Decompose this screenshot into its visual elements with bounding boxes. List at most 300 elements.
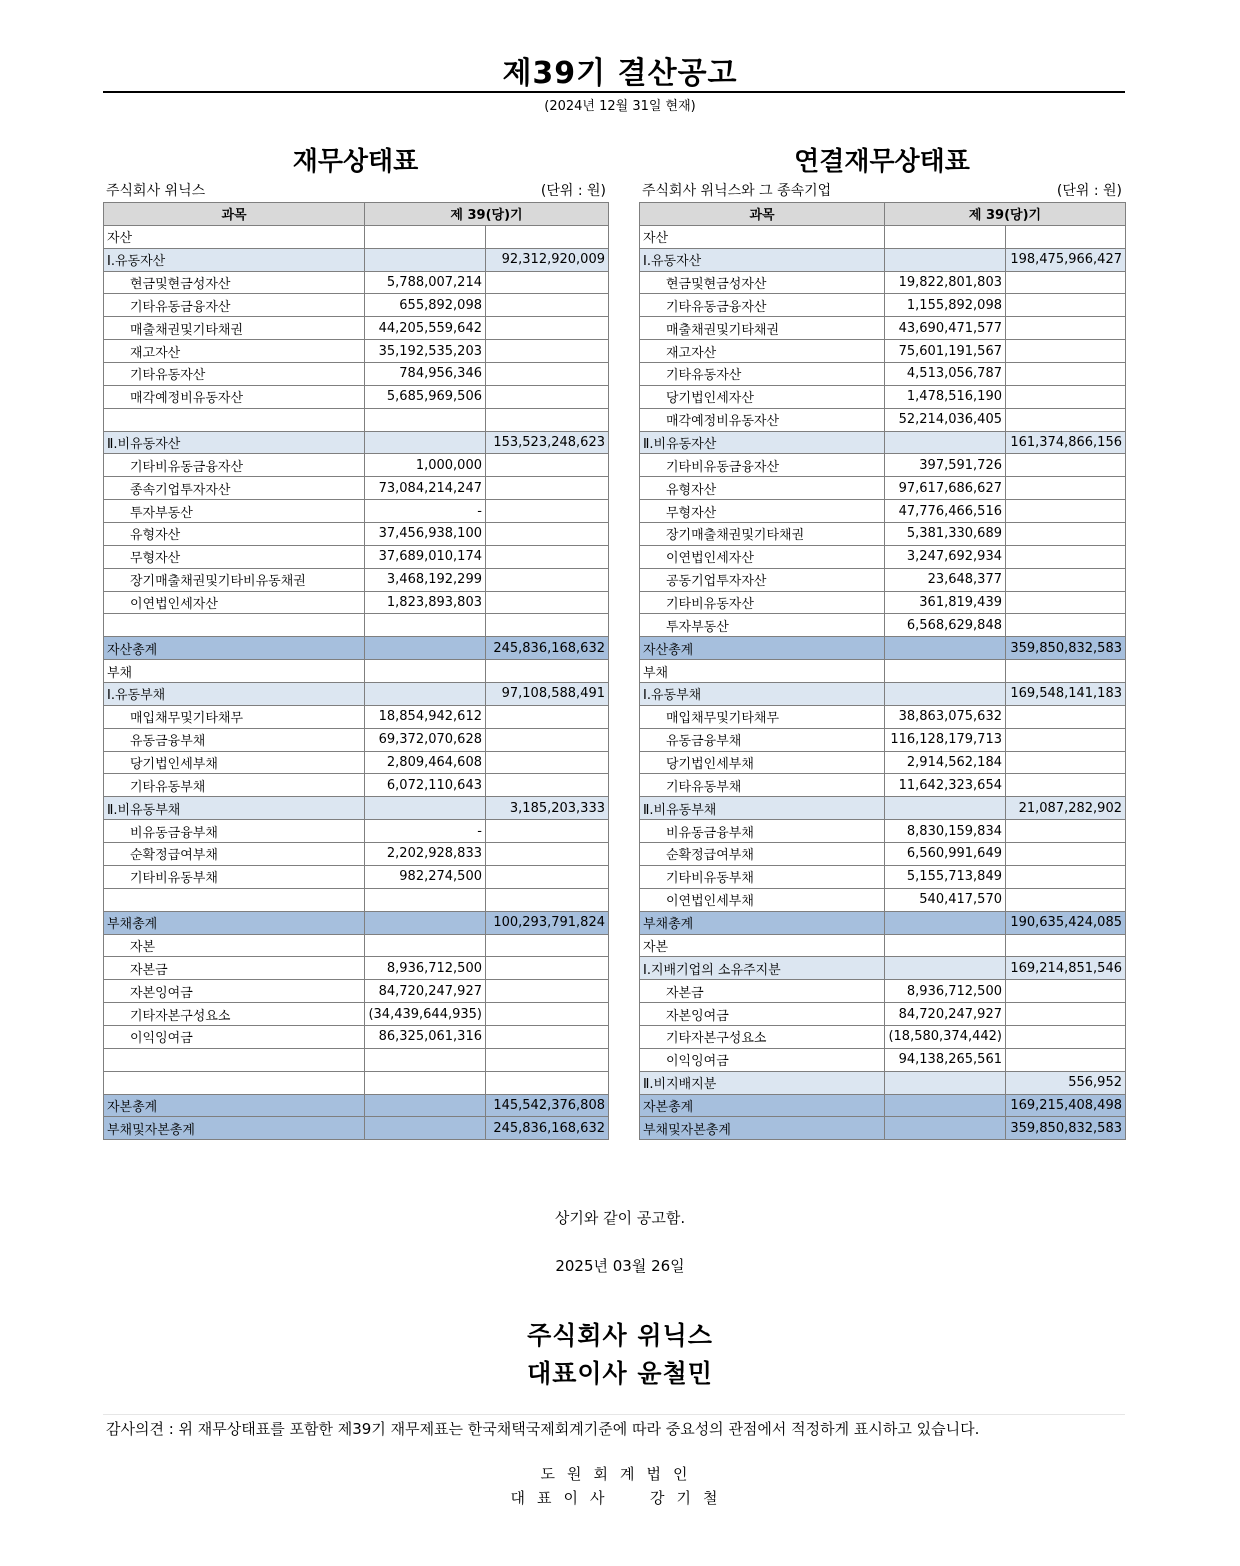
detail-amount [365, 1094, 486, 1117]
subtotal-amount [1006, 774, 1126, 797]
subtotal-amount [486, 477, 609, 500]
account-label: 기타유동부채 [104, 774, 365, 797]
account-label: 종속기업투자자산 [104, 477, 365, 500]
table-row [104, 934, 609, 957]
section-row [640, 797, 1126, 820]
detail-amount: 47,776,466,516 [885, 500, 1006, 523]
detail-amount [885, 797, 1006, 820]
subtotal-amount [1006, 820, 1126, 843]
table-row [640, 1025, 1126, 1048]
table-row [640, 1048, 1126, 1071]
detail-amount: (18,580,374,442) [885, 1025, 1006, 1048]
subtotal-amount [486, 865, 609, 888]
table-row [640, 271, 1126, 294]
detail-amount [885, 934, 1006, 957]
subtotal-amount [486, 340, 609, 363]
subtotal-amount [1006, 865, 1126, 888]
table-row [104, 477, 609, 500]
notice-text: 상기와 같이 공고함. [554, 1209, 686, 1227]
table-row [640, 660, 1126, 683]
subtotal-amount [486, 385, 609, 408]
audit-opinion: 감사의견 : 위 재무상태표를 포함한 제39기 재무제표는 한국채택국제회계기준에 따라 중요성의 관점에서 적정하게 표시하고 있습니다. [106, 1420, 980, 1438]
detail-amount: 5,685,969,506 [365, 385, 486, 408]
detail-amount: 8,936,712,500 [885, 980, 1006, 1003]
subtotal-amount [486, 1025, 609, 1048]
separate-statement-title: 재무상태표 [292, 147, 419, 177]
total-row [104, 637, 609, 660]
detail-amount: (34,439,644,935) [365, 1003, 486, 1026]
total-row [640, 1094, 1126, 1117]
subtotal-amount [486, 957, 609, 980]
table-row [640, 363, 1126, 386]
subtotal-amount: 169,548,141,183 [1006, 683, 1126, 706]
table-row [640, 934, 1126, 957]
signatory-company: 주식회사 위닉스 [527, 1321, 713, 1350]
detail-amount: 94,138,265,561 [885, 1048, 1006, 1071]
account-label: 당기법인세부채 [104, 751, 365, 774]
title-divider [103, 91, 1125, 93]
detail-amount: 11,642,323,654 [885, 774, 1006, 797]
subtotal-amount [486, 660, 609, 683]
table-row [104, 568, 609, 591]
detail-amount [365, 911, 486, 934]
detail-amount [885, 225, 1006, 248]
subtotal-amount: 169,214,851,546 [1006, 957, 1126, 980]
subtotal-amount [486, 705, 609, 728]
table-row [104, 660, 609, 683]
column-header-account: 과목 [104, 203, 365, 226]
detail-amount: 23,648,377 [885, 568, 1006, 591]
table-row [104, 1071, 609, 1094]
subtotal-amount [486, 363, 609, 386]
detail-amount [885, 957, 1006, 980]
account-label: 현금및현금성자산 [104, 271, 365, 294]
section-row [640, 248, 1126, 271]
section-row [104, 248, 609, 271]
detail-amount: 8,830,159,834 [885, 820, 1006, 843]
account-label: 무형자산 [640, 500, 885, 523]
separate-balance-sheet [103, 202, 609, 1140]
account-label: 기타유동자산 [640, 363, 885, 386]
detail-amount: 97,617,686,627 [885, 477, 1006, 500]
subtotal-amount [486, 294, 609, 317]
account-label [104, 1071, 365, 1094]
table-row [104, 843, 609, 866]
account-label: 유형자산 [640, 477, 885, 500]
subtotal-amount [1006, 1003, 1126, 1026]
subtotal-amount [1006, 363, 1126, 386]
account-label [104, 408, 365, 431]
detail-amount: 38,863,075,632 [885, 705, 1006, 728]
subtotal-amount [486, 454, 609, 477]
subtotal-amount [1006, 888, 1126, 911]
account-label: 순확정급여부채 [640, 843, 885, 866]
table-row [104, 340, 609, 363]
table-row [104, 385, 609, 408]
account-label: 기타유동자산 [104, 363, 365, 386]
detail-amount [885, 660, 1006, 683]
subtotal-amount [1006, 728, 1126, 751]
account-label: 순확정급여부채 [104, 843, 365, 866]
column-header-period: 제 39(당)기 [885, 203, 1126, 226]
account-label: 부채총계 [640, 911, 885, 934]
detail-amount [885, 248, 1006, 271]
detail-amount [365, 248, 486, 271]
detail-amount [365, 225, 486, 248]
subtotal-amount [486, 408, 609, 431]
table-row [104, 820, 609, 843]
account-label: 기타비유동금융자산 [104, 454, 365, 477]
table-row [640, 843, 1126, 866]
total-row [104, 1094, 609, 1117]
account-label: 자본금 [640, 980, 885, 1003]
subtotal-amount [1006, 705, 1126, 728]
subtotal-amount [486, 888, 609, 911]
subtotal-amount [1006, 523, 1126, 546]
detail-amount: 982,274,500 [365, 865, 486, 888]
account-label: Ⅱ.비유동자산 [104, 431, 365, 454]
detail-amount: 18,854,942,612 [365, 705, 486, 728]
account-label: 재고자산 [640, 340, 885, 363]
table-row [104, 545, 609, 568]
detail-amount [365, 1048, 486, 1071]
subtotal-amount: 97,108,588,491 [486, 683, 609, 706]
subtotal-amount [1006, 477, 1126, 500]
detail-amount [365, 431, 486, 454]
detail-amount [365, 1117, 486, 1140]
account-label: 부채총계 [104, 911, 365, 934]
subtotal-amount [486, 774, 609, 797]
subtotal-amount: 100,293,791,824 [486, 911, 609, 934]
account-label: 자본 [104, 934, 365, 957]
account-label: 이익잉여금 [104, 1025, 365, 1048]
subtotal-amount [486, 980, 609, 1003]
subtotal-amount [1006, 591, 1126, 614]
table-row [640, 523, 1126, 546]
detail-amount: 540,417,570 [885, 888, 1006, 911]
account-label: 자본 [640, 934, 885, 957]
account-label: 당기법인세부채 [640, 751, 885, 774]
detail-amount [885, 1094, 1006, 1117]
detail-amount: 37,456,938,100 [365, 523, 486, 546]
subtotal-amount [486, 1048, 609, 1071]
detail-amount [365, 934, 486, 957]
detail-amount [885, 1071, 1006, 1094]
table-row [640, 614, 1126, 637]
subtotal-amount [1006, 980, 1126, 1003]
consolidated-statement-title: 연결재무상태표 [794, 147, 970, 177]
table-row [104, 728, 609, 751]
detail-amount: 6,568,629,848 [885, 614, 1006, 637]
table-row [640, 545, 1126, 568]
account-label: 투자부동산 [104, 500, 365, 523]
table-row [104, 1003, 609, 1026]
subtotal-amount [486, 820, 609, 843]
total-row [104, 1117, 609, 1140]
subtotal-amount [486, 591, 609, 614]
total-row [640, 1117, 1126, 1140]
detail-amount: 73,084,214,247 [365, 477, 486, 500]
section-row [640, 683, 1126, 706]
account-label: Ⅰ.유동부채 [104, 683, 365, 706]
subtotal-amount [486, 523, 609, 546]
table-row [640, 980, 1126, 1003]
detail-amount [365, 888, 486, 911]
detail-amount: 37,689,010,174 [365, 545, 486, 568]
subtotal-amount [1006, 934, 1126, 957]
detail-amount: 43,690,471,577 [885, 317, 1006, 340]
account-label: 재고자산 [104, 340, 365, 363]
unit-label: (단위 : 원) [1056, 183, 1122, 199]
account-label: 장기매출채권및기타채권 [640, 523, 885, 546]
table-row [104, 705, 609, 728]
detail-amount: 1,000,000 [365, 454, 486, 477]
account-label: 매각예정비유동자산 [104, 385, 365, 408]
account-label: 이연법인세자산 [640, 545, 885, 568]
account-label: 기타비유동금융자산 [640, 454, 885, 477]
detail-amount [365, 683, 486, 706]
account-label: 매입채무및기타채무 [640, 705, 885, 728]
subtotal-amount: 190,635,424,085 [1006, 911, 1126, 934]
detail-amount: 116,128,179,713 [885, 728, 1006, 751]
detail-amount [885, 1117, 1006, 1140]
subtotal-amount: 92,312,920,009 [486, 248, 609, 271]
detail-amount: 361,819,439 [885, 591, 1006, 614]
subtotal-amount [486, 1003, 609, 1026]
subtotal-amount: 153,523,248,623 [486, 431, 609, 454]
account-label: 유형자산 [104, 523, 365, 546]
detail-amount [365, 408, 486, 431]
table-row [104, 614, 609, 637]
account-label: 무형자산 [104, 545, 365, 568]
detail-amount: 1,155,892,098 [885, 294, 1006, 317]
subtotal-amount [1006, 340, 1126, 363]
account-label: 매각예정비유동자산 [640, 408, 885, 431]
subtotal-amount: 245,836,168,632 [486, 1117, 609, 1140]
detail-amount: 2,202,928,833 [365, 843, 486, 866]
company-name: 주식회사 위닉스와 그 종속기업 [642, 183, 832, 199]
detail-amount: 44,205,559,642 [365, 317, 486, 340]
reference-date: (2024년 12월 31일 현재) [544, 99, 696, 114]
subtotal-amount [1006, 271, 1126, 294]
table-row [640, 705, 1126, 728]
subtotal-amount [486, 728, 609, 751]
subtotal-amount [1006, 660, 1126, 683]
detail-amount: 5,788,007,214 [365, 271, 486, 294]
detail-amount: 4,513,056,787 [885, 363, 1006, 386]
subtotal-amount [1006, 545, 1126, 568]
account-label: 장기매출채권및기타비유동채권 [104, 568, 365, 591]
account-label: 자산총계 [104, 637, 365, 660]
detail-amount: - [365, 820, 486, 843]
account-label: 자본잉여금 [640, 1003, 885, 1026]
section-row [104, 683, 609, 706]
account-label: 부채및자본총계 [640, 1117, 885, 1140]
account-label: 비유동금융부채 [104, 820, 365, 843]
consolidated-company-line [642, 180, 1122, 200]
subtotal-amount: 556,952 [1006, 1071, 1126, 1094]
table-row [104, 980, 609, 1003]
section-row [104, 431, 609, 454]
subtotal-amount [1006, 385, 1126, 408]
detail-amount: 6,072,110,643 [365, 774, 486, 797]
detail-amount [365, 660, 486, 683]
subtotal-amount [1006, 317, 1126, 340]
subtotal-amount [486, 1071, 609, 1094]
table-row [104, 774, 609, 797]
subtotal-amount [486, 271, 609, 294]
account-label [104, 614, 365, 637]
account-label [104, 1048, 365, 1071]
subtotal-amount [486, 225, 609, 248]
table-row [640, 317, 1126, 340]
total-row [104, 911, 609, 934]
detail-amount: 84,720,247,927 [885, 1003, 1006, 1026]
table-row [104, 751, 609, 774]
detail-amount: 2,809,464,608 [365, 751, 486, 774]
table-row [104, 865, 609, 888]
detail-amount [365, 614, 486, 637]
subtotal-amount [486, 500, 609, 523]
account-label: 기타자본구성요소 [640, 1025, 885, 1048]
subtotal-amount [486, 614, 609, 637]
subtotal-amount [486, 843, 609, 866]
subtotal-amount [1006, 500, 1126, 523]
detail-amount [365, 1071, 486, 1094]
account-label: Ⅱ.비지배지분 [640, 1071, 885, 1094]
detail-amount [365, 637, 486, 660]
account-label: 자산 [640, 225, 885, 248]
account-label: 비유동금융부채 [640, 820, 885, 843]
detail-amount: 397,591,726 [885, 454, 1006, 477]
account-label: 투자부동산 [640, 614, 885, 637]
subtotal-amount [1006, 225, 1126, 248]
table-row [640, 774, 1126, 797]
table-row [640, 728, 1126, 751]
subtotal-amount [1006, 1048, 1126, 1071]
subtotal-amount: 169,215,408,498 [1006, 1094, 1126, 1117]
table-row [104, 408, 609, 431]
table-row [640, 820, 1126, 843]
table-row [104, 523, 609, 546]
subtotal-amount [486, 317, 609, 340]
account-label: 기타자본구성요소 [104, 1003, 365, 1026]
section-row [640, 431, 1126, 454]
account-label: 자본총계 [104, 1094, 365, 1117]
account-label: 자본총계 [640, 1094, 885, 1117]
subtotal-amount [1006, 294, 1126, 317]
table-row [640, 408, 1126, 431]
detail-amount: 6,560,991,649 [885, 843, 1006, 866]
account-label: 부채및자본총계 [104, 1117, 365, 1140]
detail-amount: 52,214,036,405 [885, 408, 1006, 431]
account-label: 기타비유동부채 [640, 865, 885, 888]
account-label: 기타유동금융자산 [104, 294, 365, 317]
account-label: 매출채권및기타채권 [104, 317, 365, 340]
table-row [104, 225, 609, 248]
account-label: Ⅰ.지배기업의 소유주지분 [640, 957, 885, 980]
account-label: Ⅱ.비유동부채 [104, 797, 365, 820]
detail-amount: 5,155,713,849 [885, 865, 1006, 888]
detail-amount: - [365, 500, 486, 523]
subtotal-amount: 245,836,168,632 [486, 637, 609, 660]
subtotal-amount: 359,850,832,583 [1006, 637, 1126, 660]
detail-amount: 3,247,692,934 [885, 545, 1006, 568]
account-label: 매입채무및기타채무 [104, 705, 365, 728]
table-row [640, 454, 1126, 477]
table-row [640, 568, 1126, 591]
detail-amount: 19,822,801,803 [885, 271, 1006, 294]
auditor-representative: 대표이사 강기철 [510, 1489, 730, 1507]
table-row [104, 454, 609, 477]
account-label: 기타비유동자산 [640, 591, 885, 614]
account-label: Ⅱ.비유동부채 [640, 797, 885, 820]
account-label: 매출채권및기타채권 [640, 317, 885, 340]
subtotal-amount: 21,087,282,902 [1006, 797, 1126, 820]
section-row [640, 1071, 1126, 1094]
account-label [104, 888, 365, 911]
subtotal-amount: 3,185,203,333 [486, 797, 609, 820]
signatory-ceo: 대표이사 윤철민 [527, 1359, 713, 1388]
account-label: 기타유동부채 [640, 774, 885, 797]
table-row [104, 500, 609, 523]
detail-amount [885, 637, 1006, 660]
table-row [104, 294, 609, 317]
account-label: Ⅱ.비유동자산 [640, 431, 885, 454]
account-label: Ⅰ.유동자산 [640, 248, 885, 271]
subtotal-amount [1006, 751, 1126, 774]
unit-label: (단위 : 원) [540, 183, 606, 199]
detail-amount: 3,468,192,299 [365, 568, 486, 591]
account-label: 자본금 [104, 957, 365, 980]
subtotal-amount: 145,542,376,808 [486, 1094, 609, 1117]
subtotal-amount: 161,374,866,156 [1006, 431, 1126, 454]
subtotal-amount [1006, 1025, 1126, 1048]
table-row [640, 591, 1126, 614]
account-label: 이연법인세부채 [640, 888, 885, 911]
account-label: 기타비유동부채 [104, 865, 365, 888]
detail-amount [885, 431, 1006, 454]
table-row [640, 888, 1126, 911]
subtotal-amount: 198,475,966,427 [1006, 248, 1126, 271]
account-label: 이연법인세자산 [104, 591, 365, 614]
account-label: 당기법인세자산 [640, 385, 885, 408]
account-label: 현금및현금성자산 [640, 271, 885, 294]
account-label: 유동금융부채 [640, 728, 885, 751]
detail-amount [885, 683, 1006, 706]
detail-amount: 1,823,893,803 [365, 591, 486, 614]
detail-amount: 8,936,712,500 [365, 957, 486, 980]
table-row [640, 385, 1126, 408]
subtotal-amount: 359,850,832,583 [1006, 1117, 1126, 1140]
separate-company-line [106, 180, 606, 200]
account-label: 자산 [104, 225, 365, 248]
subtotal-amount [486, 934, 609, 957]
table-row [104, 317, 609, 340]
detail-amount: 5,381,330,689 [885, 523, 1006, 546]
account-label: 유동금융부채 [104, 728, 365, 751]
subtotal-amount [486, 545, 609, 568]
table-row [640, 225, 1126, 248]
table-row [104, 271, 609, 294]
notice-date: 2025년 03월 26일 [555, 1257, 685, 1275]
detail-amount: 2,914,562,184 [885, 751, 1006, 774]
detail-amount: 84,720,247,927 [365, 980, 486, 1003]
account-label: Ⅰ.유동자산 [104, 248, 365, 271]
table-row [104, 363, 609, 386]
detail-amount [365, 797, 486, 820]
table-row [104, 591, 609, 614]
